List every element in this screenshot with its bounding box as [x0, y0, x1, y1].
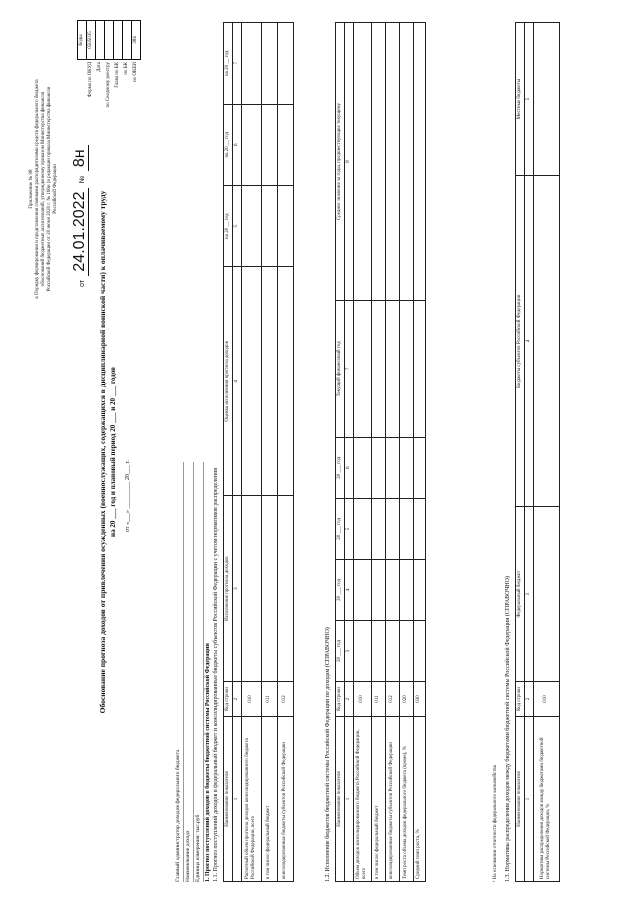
col-number: 6	[344, 437, 353, 498]
col-header: Бюджеты субъектов Российской Федерации	[516, 176, 525, 507]
table-forecast	[223, 22, 294, 882]
col-header: Исполнение прогноза доходов	[224, 496, 233, 682]
col-number: 5	[344, 498, 353, 559]
col-header: Код строки	[224, 682, 233, 717]
row-code: 011	[371, 682, 385, 717]
meta-field: Единица измерения: тыс.руб	[195, 462, 204, 882]
col-header: Код строки	[516, 682, 525, 717]
section-1-2-heading: 1.2. Исполнение бюджетов бюджетной системы Российской Федерации по доходам (СПРАВОЧНО)	[325, 627, 331, 882]
order-line: Российской Федерации от 20 июня 2020 г. № 166н (в редакции приказа Министерства финансов	[47, 86, 52, 292]
footnote: ¹ На основании отчетности федерального казначейства	[493, 765, 498, 882]
order-line: обоснований бюджетных ассигнований, утвержденному приказом Министерства финансов	[41, 91, 46, 287]
stamp-date: 24.01.2022	[71, 188, 89, 276]
col-number: 3	[524, 507, 533, 682]
row-code: 030	[413, 682, 425, 717]
col-header: на 20 __ год	[224, 23, 233, 105]
col-number: 1	[344, 717, 353, 882]
code-value: 384	[132, 21, 141, 60]
stamp-no-label: №	[79, 175, 86, 184]
col-number: 4	[344, 559, 353, 620]
rotated-form-page	[25, 12, 615, 892]
code-value: 0505035	[87, 21, 96, 60]
stamp-prefix: от	[79, 280, 86, 287]
section-1-1-heading: 1.1. Прогноз поступлений доходов в федеральный бюджет и консолидированные бюджеты субъектов Российской Федерации с учетом нормативов распределения	[213, 467, 219, 882]
code-value	[123, 21, 132, 60]
codes-header: Коды	[78, 21, 87, 60]
table-row	[353, 23, 371, 882]
col-header: на 20 __ год	[224, 185, 233, 266]
row-label: консолидированные бюджеты субъектов Российской Федерации	[385, 717, 399, 882]
row-label: Средний темп роста, %	[413, 717, 425, 882]
row-label: Объем доходов консолидированного бюджета Российской Федерации, всего	[353, 717, 371, 882]
row-code: 020	[399, 682, 413, 717]
row-code: 010	[533, 682, 559, 717]
meta-field: Наименование дохода	[185, 462, 194, 882]
table-row	[385, 23, 399, 882]
col-header: Оценка исполнения прогноза доходов	[224, 267, 233, 496]
col-number: 1	[524, 717, 533, 882]
col-header: Наименование показателя	[336, 717, 345, 882]
code-label: по ОКЕИ	[133, 62, 139, 83]
table-row	[241, 23, 261, 882]
col-number: 1	[232, 717, 241, 882]
row-code: 010	[241, 682, 261, 717]
order-line: Российской Федерации	[53, 164, 58, 214]
section-1-3-heading: 1.3. Нормативы распределения доходов между бюджетами бюджетной системы Российской Федерации (СПРАВОЧНО)	[505, 576, 511, 882]
form-date-line: от «___» _________ 20___ г.	[125, 460, 131, 532]
row-code: 012	[385, 682, 399, 717]
col-header: Федеральный бюджет	[516, 507, 525, 682]
table-row	[261, 23, 277, 882]
col-number: 6	[232, 104, 241, 185]
meta-field: Главный администратор доходов федерального бюджета	[175, 462, 184, 882]
table-row	[277, 23, 293, 882]
section-1-heading: 1. Прогноз поступлений доходов в бюджеты бюджетной системы Российской Федерации	[205, 643, 211, 882]
table-norms	[515, 22, 560, 882]
table-row	[533, 23, 559, 882]
row-code: 010	[353, 682, 371, 717]
col-header: Наименование показателя	[224, 717, 233, 882]
col-number: 8	[344, 23, 353, 301]
table-execution	[335, 22, 426, 882]
col-number: 5	[232, 185, 241, 266]
col-number: 4	[524, 176, 533, 507]
code-label: Глава по БК	[115, 62, 121, 88]
row-code: 012	[277, 682, 293, 717]
col-number: 4	[232, 267, 241, 496]
form-title: Обоснование прогноза доходов от привлечения осужденных (военнослужащих, содержащихся в дисциплинарной воинской части) к оплачиваемому труду	[98, 190, 107, 714]
table-row	[413, 23, 425, 882]
code-label: Дата	[97, 62, 103, 72]
row-label: Расчетный объем прогноза доходов консолидированного бюджета Российской Федерации, всего	[241, 717, 261, 882]
col-header: Местные бюджеты	[516, 23, 525, 176]
row-label: консолидированные бюджеты субъектов Российской Федерации	[277, 717, 293, 882]
col-number: 3	[232, 496, 241, 682]
col-header: Текущий финансовый год	[336, 301, 345, 438]
col-number: 3	[344, 620, 353, 681]
table-row	[371, 23, 385, 882]
col-number: 7	[344, 301, 353, 438]
col-header: 20 ___ год	[336, 620, 345, 681]
code-label: Форма по ОКУД	[88, 62, 94, 98]
table-row	[399, 23, 413, 882]
col-number: 2	[232, 682, 241, 717]
row-label: в том числе: федеральный бюджет	[371, 717, 385, 882]
form-subtitle: на 20 ___ год и плановый период 20 ___ и 20 ___ годов	[109, 367, 117, 537]
order-reference	[29, 24, 59, 354]
col-header: на 20 __ год	[224, 104, 233, 185]
col-header: 20 ___ год	[336, 559, 345, 620]
col-number: 2	[344, 682, 353, 717]
row-code: 011	[261, 682, 277, 717]
row-label: Нормативы распределения доходов между бюджетами бюджетной системы Российской Федерации, %	[533, 717, 559, 882]
order-line: к Порядку формирования и представления главными распорядителями средств федерального бюджета	[35, 79, 40, 299]
col-header: 20 ___ год	[336, 498, 345, 559]
col-number: 5	[524, 23, 533, 176]
order-line: Приложение № 98	[29, 169, 34, 209]
col-header: Код строки	[336, 682, 345, 717]
code-label: по БК	[124, 62, 130, 75]
row-label: Темп роста объема доходов федерального бюджета (кроме), %	[399, 717, 413, 882]
row-label: в том числе: федеральный бюджет	[261, 717, 277, 882]
col-number: 2	[524, 682, 533, 717]
form-meta	[175, 462, 205, 882]
col-number: 7	[232, 23, 241, 105]
col-header: Среднее значение за годы, предшествующие текущему	[336, 23, 345, 301]
col-header: 20 ___ год	[336, 437, 345, 498]
stamp-number: 8н	[71, 145, 89, 171]
code-label: по Сводному реестру	[106, 62, 112, 108]
col-header: Наименование показателя	[516, 717, 525, 882]
